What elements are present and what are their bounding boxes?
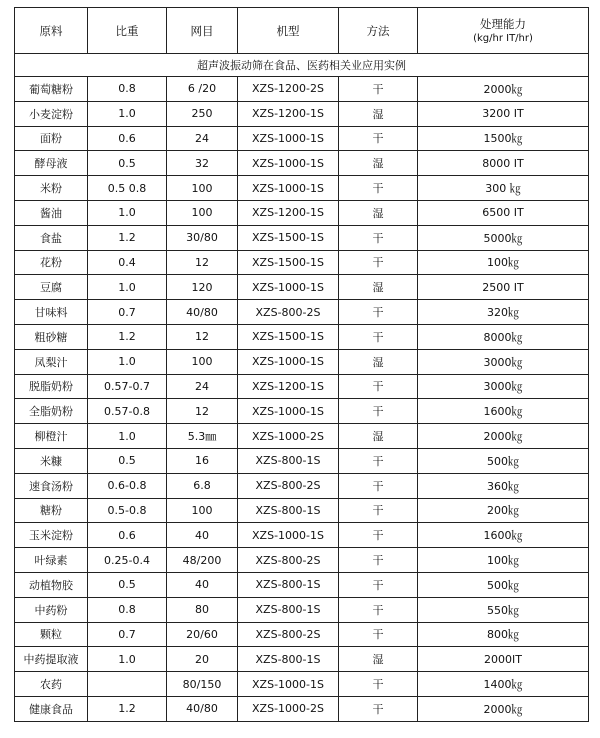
cell-model: XZS-1000-1S: [238, 523, 339, 548]
cell-capacity: 360㎏: [418, 473, 589, 498]
cell-material: 动植物胶: [15, 572, 88, 597]
cell-specific-gravity: 1.0: [88, 424, 167, 449]
table-row: [15, 399, 589, 424]
cell-mesh: 100: [167, 498, 238, 523]
table-row: [15, 498, 589, 523]
table-row: [15, 622, 589, 647]
cell-material: 豆腐: [15, 275, 88, 300]
cell-capacity: 500㎏: [418, 572, 589, 597]
cell-model: XZS-1200-1S: [238, 101, 339, 126]
cell-model: XZS-1200-1S: [238, 200, 339, 225]
cell-mesh: 80/150: [167, 672, 238, 697]
cell-model: XZS-1000-1S: [238, 126, 339, 151]
cell-material: 颗粒: [15, 622, 88, 647]
cell-model: XZS-800-2S: [238, 300, 339, 325]
header-method: 方法: [339, 8, 418, 54]
cell-mesh: 12: [167, 250, 238, 275]
cell-specific-gravity: 0.4: [88, 250, 167, 275]
table-row: [15, 548, 589, 573]
cell-material: 叶绿素: [15, 548, 88, 573]
cell-mesh: 40/80: [167, 300, 238, 325]
cell-capacity: 3000㎏: [418, 374, 589, 399]
cell-specific-gravity: 1.0: [88, 275, 167, 300]
header-row: [15, 8, 589, 54]
cell-method: 干: [339, 696, 418, 721]
table-row: [15, 696, 589, 721]
cell-model: XZS-800-2S: [238, 622, 339, 647]
cell-model: XZS-1000-1S: [238, 151, 339, 176]
cell-model: XZS-1000-2S: [238, 696, 339, 721]
cell-capacity: 2500 IT: [418, 275, 589, 300]
cell-specific-gravity: 0.5: [88, 448, 167, 473]
sieve-application-table: [14, 7, 589, 722]
cell-specific-gravity: 0.57-0.7: [88, 374, 167, 399]
table-row: [15, 200, 589, 225]
cell-method: 干: [339, 448, 418, 473]
cell-model: XZS-800-1S: [238, 498, 339, 523]
cell-specific-gravity: 0.57-0.8: [88, 399, 167, 424]
cell-capacity: 2000㎏: [418, 77, 589, 102]
cell-specific-gravity: 0.7: [88, 300, 167, 325]
table-row: [15, 275, 589, 300]
cell-specific-gravity: 1.0: [88, 647, 167, 672]
cell-mesh: 12: [167, 399, 238, 424]
cell-specific-gravity: 0.5: [88, 151, 167, 176]
cell-model: XZS-1500-1S: [238, 324, 339, 349]
cell-capacity: 2000IT: [418, 647, 589, 672]
cell-model: XZS-1000-2S: [238, 424, 339, 449]
table-row: [15, 349, 589, 374]
cell-mesh: 30/80: [167, 225, 238, 250]
cell-method: 干: [339, 225, 418, 250]
cell-mesh: 20/60: [167, 622, 238, 647]
cell-material: 粗砂糖: [15, 324, 88, 349]
cell-specific-gravity: 0.5 0.8: [88, 176, 167, 201]
cell-material: 全脂奶粉: [15, 399, 88, 424]
cell-mesh: 6 /20: [167, 77, 238, 102]
cell-model: XZS-1000-1S: [238, 672, 339, 697]
cell-method: 湿: [339, 151, 418, 176]
cell-mesh: 120: [167, 275, 238, 300]
header-material: 原料: [15, 8, 88, 54]
table-row: [15, 448, 589, 473]
cell-mesh: 6.8: [167, 473, 238, 498]
cell-mesh: 24: [167, 374, 238, 399]
cell-capacity: 2000㎏: [418, 424, 589, 449]
table-row: [15, 101, 589, 126]
cell-model: XZS-1500-1S: [238, 225, 339, 250]
cell-specific-gravity: 1.0: [88, 349, 167, 374]
cell-capacity: 1500㎏: [418, 126, 589, 151]
header-specific-gravity: 比重: [88, 8, 167, 54]
cell-method: 干: [339, 126, 418, 151]
cell-material: 玉米淀粉: [15, 523, 88, 548]
cell-material: 花粉: [15, 250, 88, 275]
cell-capacity: 500㎏: [418, 448, 589, 473]
cell-mesh: 100: [167, 200, 238, 225]
cell-method: 湿: [339, 424, 418, 449]
cell-material: 酵母液: [15, 151, 88, 176]
table-row: [15, 151, 589, 176]
cell-mesh: 40: [167, 572, 238, 597]
cell-capacity: 1600㎏: [418, 523, 589, 548]
cell-capacity: 100㎏: [418, 250, 589, 275]
cell-mesh: 40/80: [167, 696, 238, 721]
cell-model: XZS-800-1S: [238, 572, 339, 597]
cell-capacity: 1600㎏: [418, 399, 589, 424]
cell-specific-gravity: 1.2: [88, 696, 167, 721]
application-table-wrapper: [14, 7, 589, 722]
cell-method: 干: [339, 324, 418, 349]
cell-mesh: 48/200: [167, 548, 238, 573]
table-row: [15, 300, 589, 325]
table-row: [15, 374, 589, 399]
cell-material: 凤梨汁: [15, 349, 88, 374]
table-row: [15, 473, 589, 498]
cell-specific-gravity: 1.2: [88, 324, 167, 349]
cell-method: 干: [339, 374, 418, 399]
table-row: [15, 126, 589, 151]
cell-mesh: 12: [167, 324, 238, 349]
cell-material: 葡萄糖粉: [15, 77, 88, 102]
cell-capacity: 550㎏: [418, 597, 589, 622]
table-row: [15, 77, 589, 102]
cell-specific-gravity: 1.0: [88, 101, 167, 126]
cell-specific-gravity: 0.7: [88, 622, 167, 647]
cell-mesh: 16: [167, 448, 238, 473]
table-row: [15, 424, 589, 449]
cell-material: 健康食品: [15, 696, 88, 721]
cell-material: 米糠: [15, 448, 88, 473]
cell-method: 湿: [339, 275, 418, 300]
cell-model: XZS-800-2S: [238, 473, 339, 498]
table-row: [15, 523, 589, 548]
cell-mesh: 20: [167, 647, 238, 672]
cell-method: 干: [339, 399, 418, 424]
cell-method: 干: [339, 176, 418, 201]
cell-mesh: 32: [167, 151, 238, 176]
header-capacity: [418, 8, 589, 54]
cell-model: XZS-1500-1S: [238, 250, 339, 275]
cell-method: 干: [339, 523, 418, 548]
cell-capacity: 8000 IT: [418, 151, 589, 176]
cell-capacity: 3200 IT: [418, 101, 589, 126]
cell-capacity: 300 ㎏: [418, 176, 589, 201]
banner-row: [15, 54, 589, 77]
cell-specific-gravity: [88, 672, 167, 697]
table-row: [15, 672, 589, 697]
cell-material: 面粉: [15, 126, 88, 151]
table-row: [15, 250, 589, 275]
table-body: [15, 77, 589, 722]
cell-model: XZS-1200-2S: [238, 77, 339, 102]
cell-model: XZS-1000-1S: [238, 176, 339, 201]
cell-model: XZS-800-1S: [238, 647, 339, 672]
cell-material: 中药提取液: [15, 647, 88, 672]
cell-method: 干: [339, 622, 418, 647]
cell-model: XZS-1200-1S: [238, 374, 339, 399]
cell-mesh: 80: [167, 597, 238, 622]
cell-model: XZS-800-1S: [238, 597, 339, 622]
cell-specific-gravity: 0.6: [88, 126, 167, 151]
cell-material: 糖粉: [15, 498, 88, 523]
cell-method: 干: [339, 498, 418, 523]
cell-method: 干: [339, 77, 418, 102]
cell-method: 干: [339, 672, 418, 697]
cell-material: 速食汤粉: [15, 473, 88, 498]
cell-capacity: 8000㎏: [418, 324, 589, 349]
cell-method: 湿: [339, 200, 418, 225]
cell-model: XZS-800-2S: [238, 548, 339, 573]
cell-specific-gravity: 1.0: [88, 200, 167, 225]
cell-method: 干: [339, 597, 418, 622]
table-row: [15, 647, 589, 672]
cell-capacity: 320㎏: [418, 300, 589, 325]
table-banner: 超声波振动筛在食品、医药相关业应用实例: [15, 54, 589, 77]
header-capacity-label: 处理能力: [480, 16, 526, 31]
header-capacity-unit: (kg/hr IT/hr): [473, 32, 533, 44]
cell-specific-gravity: 0.5-0.8: [88, 498, 167, 523]
cell-material: 脱脂奶粉: [15, 374, 88, 399]
cell-capacity: 200㎏: [418, 498, 589, 523]
cell-model: XZS-800-1S: [238, 448, 339, 473]
cell-capacity: 800㎏: [418, 622, 589, 647]
cell-specific-gravity: 0.8: [88, 597, 167, 622]
cell-method: 干: [339, 300, 418, 325]
header-model: 机型: [238, 8, 339, 54]
cell-capacity: 6500 IT: [418, 200, 589, 225]
cell-method: 湿: [339, 349, 418, 374]
cell-method: 干: [339, 250, 418, 275]
table-row: [15, 225, 589, 250]
table-row: [15, 572, 589, 597]
cell-capacity: 3000㎏: [418, 349, 589, 374]
cell-material: 农药: [15, 672, 88, 697]
cell-specific-gravity: 0.6-0.8: [88, 473, 167, 498]
cell-capacity: 1400㎏: [418, 672, 589, 697]
cell-mesh: 250: [167, 101, 238, 126]
cell-material: 中药粉: [15, 597, 88, 622]
cell-capacity: 2000㎏: [418, 696, 589, 721]
cell-capacity: 5000㎏: [418, 225, 589, 250]
cell-specific-gravity: 0.5: [88, 572, 167, 597]
cell-mesh: 40: [167, 523, 238, 548]
cell-method: 干: [339, 473, 418, 498]
cell-material: 柳橙汁: [15, 424, 88, 449]
cell-mesh: 5.3㎜: [167, 424, 238, 449]
table-row: [15, 597, 589, 622]
cell-method: 干: [339, 572, 418, 597]
cell-capacity: 100㎏: [418, 548, 589, 573]
cell-specific-gravity: 0.8: [88, 77, 167, 102]
cell-material: 酱油: [15, 200, 88, 225]
cell-specific-gravity: 0.25-0.4: [88, 548, 167, 573]
cell-model: XZS-1000-1S: [238, 275, 339, 300]
cell-model: XZS-1000-1S: [238, 349, 339, 374]
cell-specific-gravity: 1.2: [88, 225, 167, 250]
table-row: [15, 324, 589, 349]
cell-material: 小麦淀粉: [15, 101, 88, 126]
cell-model: XZS-1000-1S: [238, 399, 339, 424]
cell-material: 米粉: [15, 176, 88, 201]
cell-specific-gravity: 0.6: [88, 523, 167, 548]
cell-mesh: 24: [167, 126, 238, 151]
cell-method: 湿: [339, 101, 418, 126]
cell-material: 食盐: [15, 225, 88, 250]
cell-mesh: 100: [167, 176, 238, 201]
table-row: [15, 176, 589, 201]
cell-mesh: 100: [167, 349, 238, 374]
header-mesh: 网目: [167, 8, 238, 54]
cell-material: 甘味料: [15, 300, 88, 325]
cell-method: 干: [339, 548, 418, 573]
cell-method: 湿: [339, 647, 418, 672]
